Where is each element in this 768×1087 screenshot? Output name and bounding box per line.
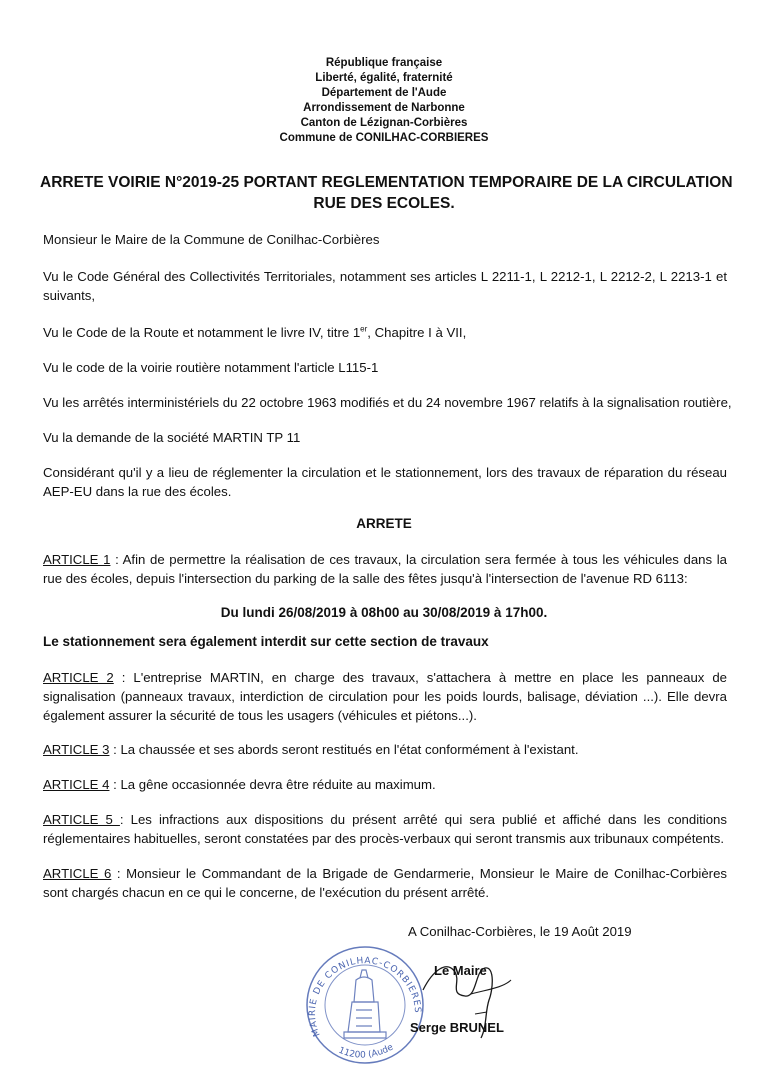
preamble-mayor: Monsieur le Maire de la Commune de Conilhac-Corbières (43, 232, 380, 247)
header-line-commune: Commune de CONILHAC-CORBIERES (279, 132, 489, 144)
preamble-cgct: Vu le Code Général des Collectivités Territoriales, notamment ses articles L 2211-1, L 2212-1, L 2212-2, L 2213-1 et suivants, (43, 269, 727, 303)
stamp-postcode: 11200 (Aude (336, 1042, 396, 1061)
article-4-label: ARTICLE 4 (43, 777, 110, 792)
place-and-date: A Conilhac-Corbières, le 19 Août 2019 (408, 924, 632, 939)
article-3 (43, 740, 727, 759)
article-5-text: : Les infractions aux dispositions du présent arrêté qui sera publié et affiché dans les conditions réglementaires habituelles, seront constatées par des procès-verbaux qui seront transmis aux tribunaux compétents. (43, 812, 727, 846)
stamp-ring-text: MAIRIE DE CONILHAC-CORBIERES (307, 956, 423, 1038)
signatory-title: Le Maire (434, 963, 487, 978)
arrete-heading: ARRETE (356, 516, 412, 531)
header-line-devise: Liberté, égalité, fraternité (315, 72, 453, 84)
document-title (40, 172, 733, 214)
signatory-name: Serge BRUNEL (410, 1020, 504, 1035)
code-route-chapters: , Chapitre I à VII, (367, 325, 467, 340)
code-route-superscript: er (360, 324, 368, 334)
article-4-text: : La gêne occasionnée devra être réduite au maximum. (109, 777, 436, 792)
article-1-dates: Du lundi 26/08/2019 à 08h00 au 30/08/2019 à 17h00. (220, 605, 548, 620)
article-1-label: ARTICLE 1 (43, 552, 111, 567)
article-5 (43, 810, 727, 848)
article-1-text: : Afin de permettre la réalisation de ces travaux, la circulation sera fermée à tous les véhicules dans la rue des écoles, depuis l'intersection du parking de la salle des fêtes jusqu'à l'intersection de l'avenue RD 6113: (43, 552, 728, 586)
preamble-code-route (43, 323, 727, 342)
article-1 (43, 550, 727, 588)
title-line-2: RUE DES ECOLES. (313, 195, 455, 212)
header-line-republique: République française (325, 57, 443, 69)
preamble-considerant: Considérant qu'il y a lieu de réglementer la circulation et le stationnement, lors des travaux de réparation du réseau AEP-EU dans la rue des écoles. (43, 465, 727, 499)
article-5-label: ARTICLE 5 (43, 812, 120, 827)
mairie-stamp (300, 940, 430, 1070)
article-4 (43, 775, 727, 794)
article-3-label: ARTICLE 3 (43, 742, 110, 757)
title-line-1: ARRETE VOIRIE N°2019-25 PORTANT REGLEMENTATION TEMPORAIRE DE LA CIRCULATION (40, 174, 733, 191)
code-route-text: Vu le Code de la Route et notamment le livre IV, titre 1 (43, 325, 361, 340)
article-6-label: ARTICLE 6 (43, 866, 112, 881)
article-1-parking: Le stationnement sera également interdit sur cette section de travaux (43, 634, 489, 649)
article-6-text: : Monsieur le Commandant de la Brigade de Gendarmerie, Monsieur le Maire de Conilhac-Corbières sont chargés chacun en ce qui le concerne, de l'exécution du présent arrêté. (43, 866, 728, 900)
article-3-text: : La chaussée et ses abords seront restitués en l'état conformément à l'existant. (109, 742, 579, 757)
article-2 (43, 668, 727, 725)
document-header (0, 56, 768, 146)
header-line-arrondissement: Arrondissement de Narbonne (303, 102, 465, 114)
article-2-label: ARTICLE 2 (43, 670, 114, 685)
preamble-demande: Vu la demande de la société MARTIN TP 11 (43, 430, 301, 445)
preamble-voirie: Vu le code de la voirie routière notamment l'article L115-1 (43, 360, 379, 375)
preamble-arretes: Vu les arrêtés interministériels du 22 octobre 1963 modifiés et du 24 novembre 1967 relatifs à la signalisation routière, (43, 395, 732, 410)
article-2-text: : L'entreprise MARTIN, en charge des travaux, s'attachera à mettre en place les panneaux de signalisation (panneaux travaux, interdiction de circulation pour les poids lourds, balisage, déviation ...). Elle devra également assurer la sécurité de tous les usagers (véhicules et piétons...). (43, 670, 728, 723)
article-6 (43, 864, 727, 902)
header-line-departement: Département de l'Aude (321, 87, 447, 99)
header-line-canton: Canton de Lézignan-Corbières (300, 117, 468, 129)
